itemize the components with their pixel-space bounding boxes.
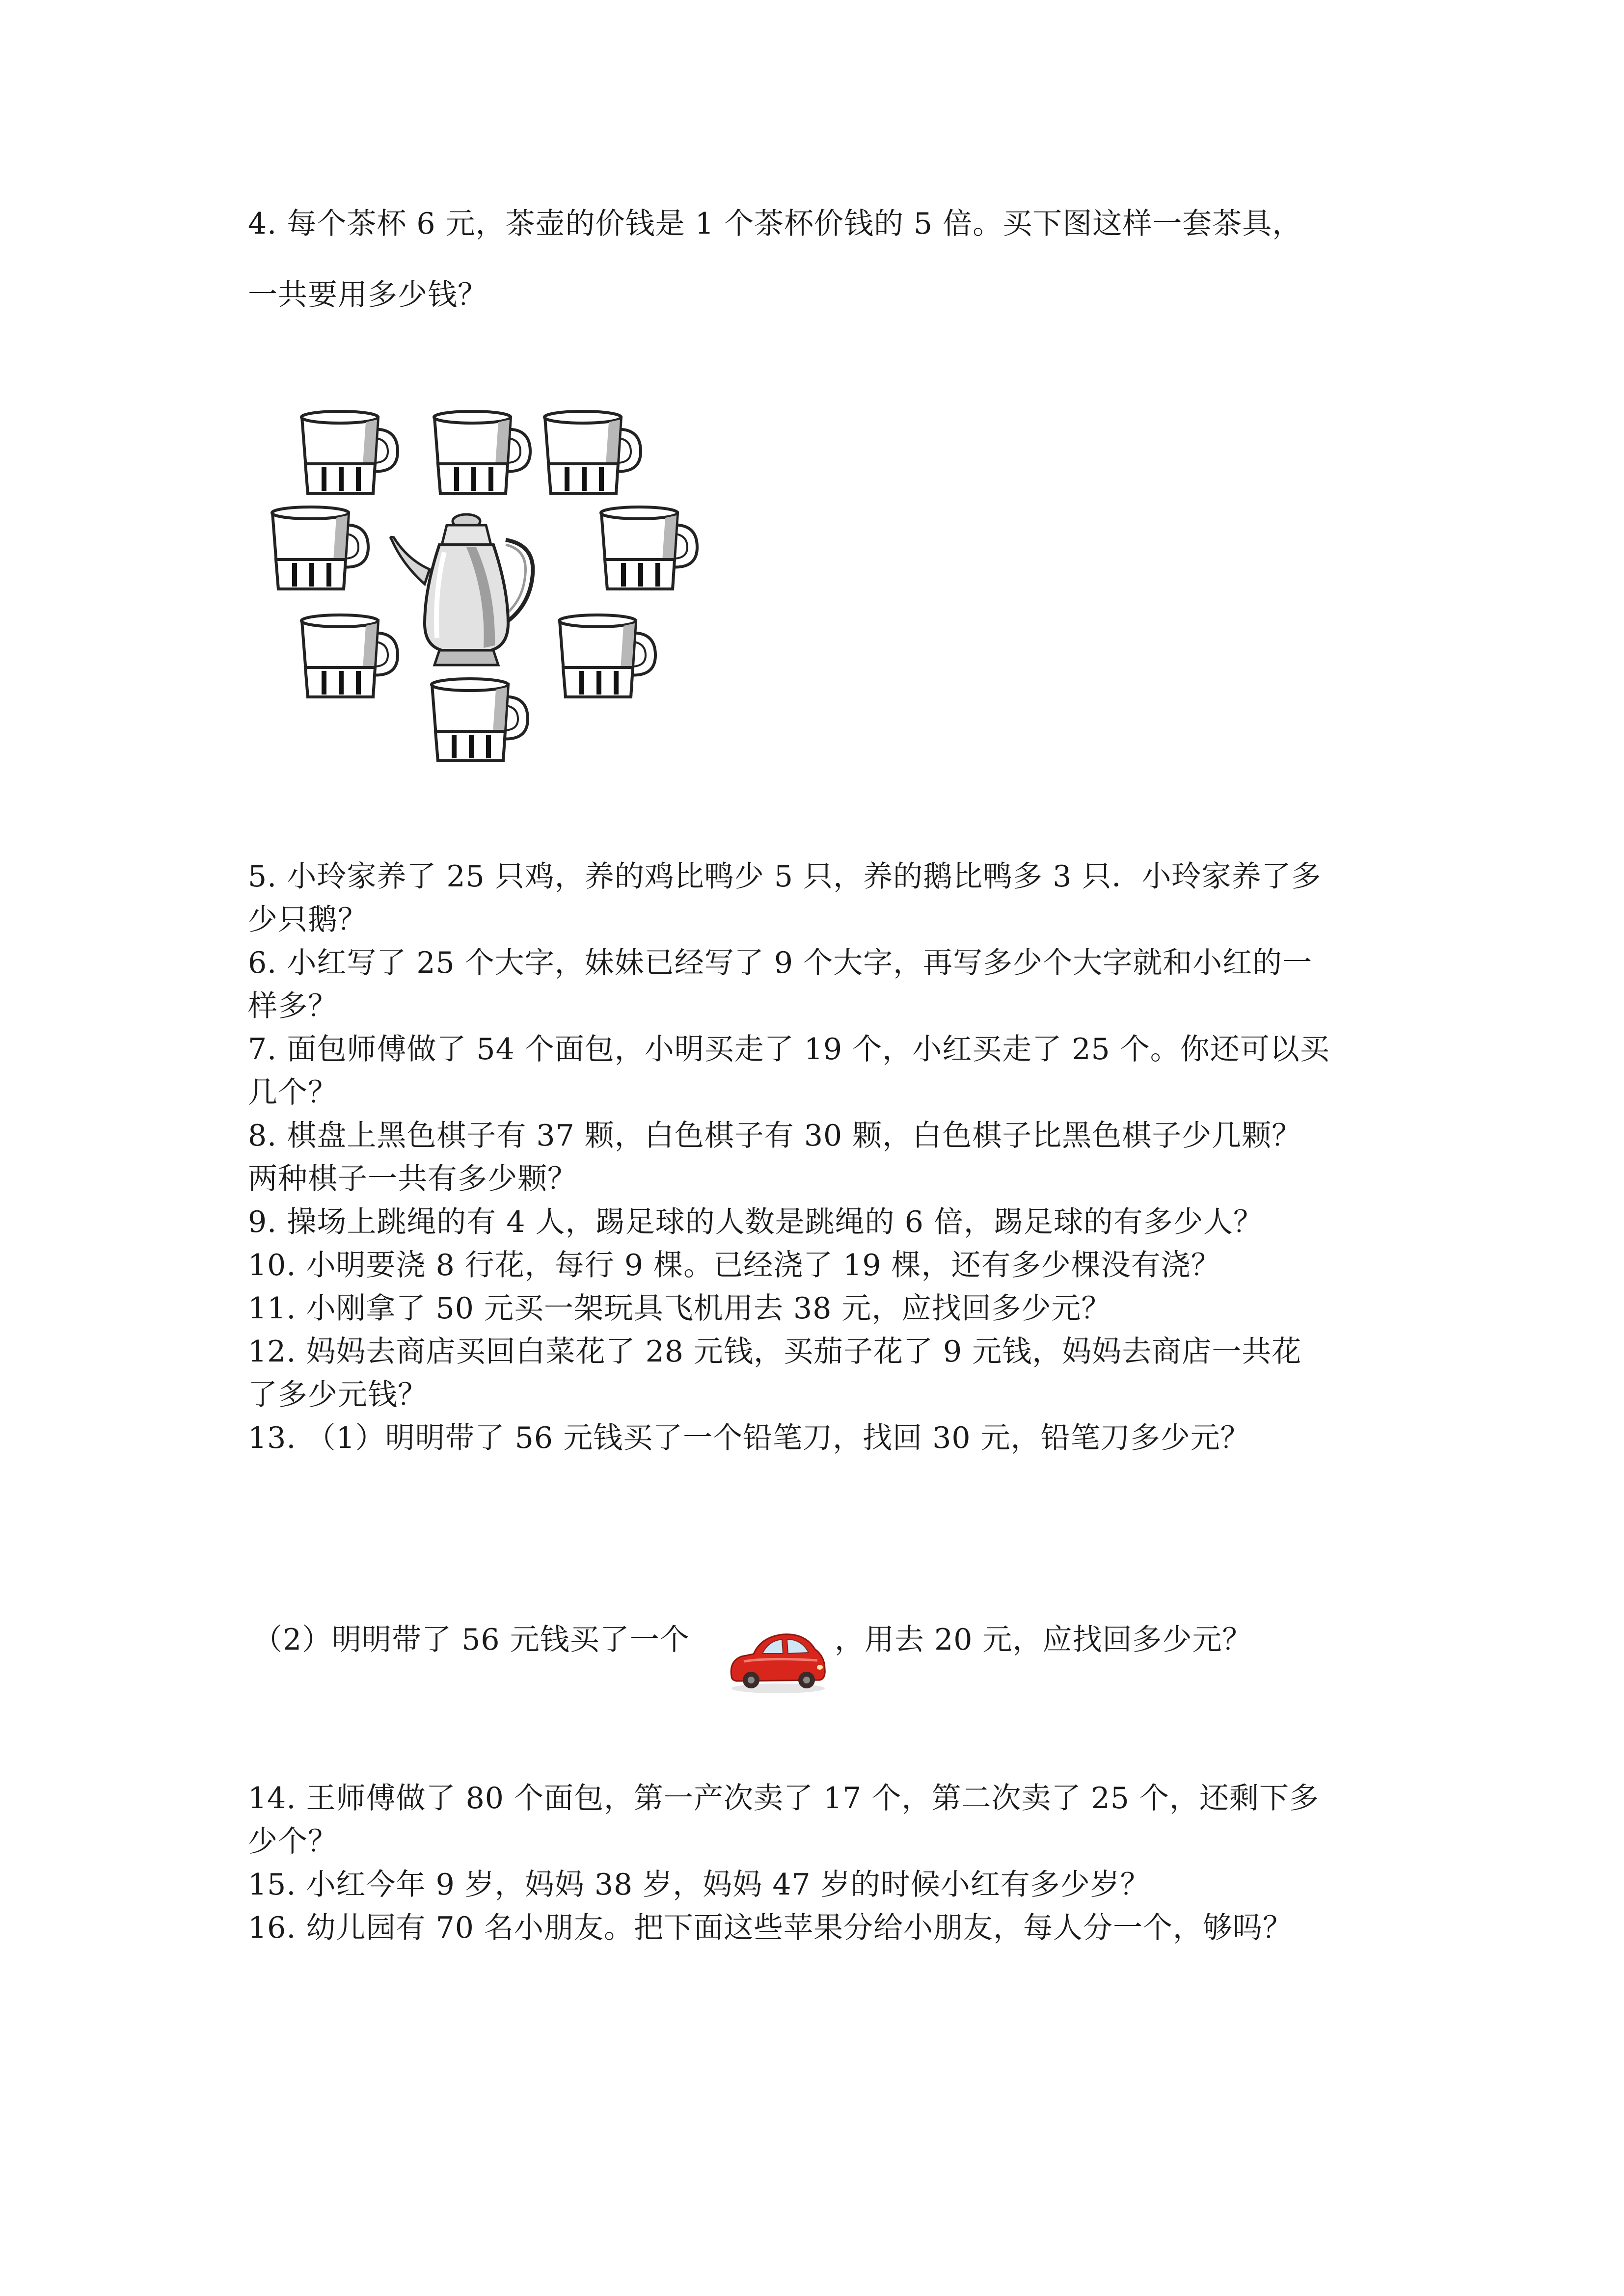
question-4-line-1: 4. 每个茶杯 6 元，茶壶的价钱是 1 个茶杯价钱的 5 倍。买下图这样一套茶具，: [248, 207, 1302, 241]
tea-set-figure: [260, 398, 702, 780]
question-8-line-2: 两种棋子一共有多少颗？: [248, 1162, 577, 1196]
teapot-icon: [391, 514, 533, 665]
question-5-line-2: 少只鹅？: [248, 903, 368, 937]
teacup-icon: [301, 411, 398, 493]
question-14-line-2: 少个？: [248, 1824, 338, 1859]
teacup-icon: [272, 507, 368, 589]
question-5-line-1: 5. 小玲家养了 25 只鸡，养的鸡比鸭少 5 只，养的鹅比鸭多 3 只．小玲家养了多: [248, 859, 1322, 894]
question-7-line-1: 7. 面包师傅做了 54 个面包，小明买走了 19 个，小红买走了 25 个。你还可以买: [248, 1032, 1330, 1067]
question-9: 9. 操场上跳绳的有 4 人，踢足球的人数是跳绳的 6 倍，踢足球的有多少人？: [248, 1205, 1263, 1239]
question-4-line-2: 一共要用多少钱？: [248, 278, 487, 312]
question-13-part-2-after: ，用去 20 元，应找回多少元？: [835, 1623, 1252, 1657]
teacup-icon: [559, 615, 655, 697]
question-10: 10. 小明要浇 8 行花，每行 9 棵。已经浇了 19 棵，还有多少棵没有浇？: [248, 1248, 1221, 1282]
question-13-part-2-before: （2）明明带了 56 元钱买了一个: [253, 1623, 690, 1657]
question-8-line-1: 8. 棋盘上黑色棋子有 37 颗，白色棋子有 30 颗，白色棋子比黑色棋子少几颗？: [248, 1119, 1302, 1153]
red-car-icon: [724, 1622, 832, 1696]
question-11: 11. 小刚拿了 50 元买一架玩具飞机用去 38 元，应找回多少元？: [248, 1291, 1111, 1326]
question-6-line-1: 6. 小红写了 25 个大字，妹妹已经写了 9 个大字，再写多少个大字就和小红的一: [248, 946, 1313, 980]
teacup-icon: [434, 411, 530, 493]
teacup-icon: [601, 507, 697, 589]
teacup-icon: [432, 679, 528, 761]
question-7-line-2: 几个？: [248, 1075, 338, 1110]
teacup-icon: [301, 615, 398, 697]
question-6-line-2: 样多？: [248, 989, 338, 1023]
question-13-part-1: 13. （1）明明带了 56 元钱买了一个铅笔刀，找回 30 元，铅笔刀多少元？: [248, 1421, 1250, 1455]
question-15: 15. 小红今年 9 岁，妈妈 38 岁，妈妈 47 岁的时候小红有多少岁？: [248, 1868, 1150, 1902]
question-12-line-2: 了多少元钱？: [248, 1378, 428, 1412]
question-12-line-1: 12. 妈妈去商店买回白菜花了 28 元钱，买茄子花了 9 元钱，妈妈去商店一共花: [248, 1335, 1302, 1369]
question-16: 16. 幼儿园有 70 名小朋友。把下面这些苹果分给小朋友，每人分一个，够吗？: [248, 1911, 1293, 1945]
question-14-line-1: 14. 王师傅做了 80 个面包，第一产次卖了 17 个，第二次卖了 25 个，还剩下多: [248, 1781, 1319, 1815]
teacup-icon: [544, 411, 641, 493]
